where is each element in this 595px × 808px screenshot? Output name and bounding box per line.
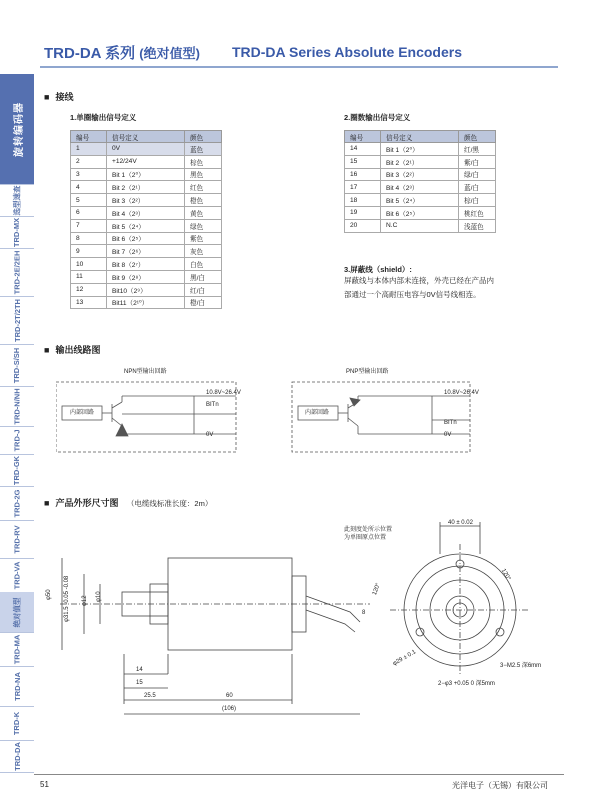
sidebar-item-label: TRD-K xyxy=(12,711,22,735)
table-cell: 20 xyxy=(345,219,381,232)
side-view xyxy=(60,558,370,714)
table-row xyxy=(71,206,222,219)
dim-12: φ12 xyxy=(82,595,88,606)
table-cell: Bit 3（2²） xyxy=(107,194,185,207)
table-cell: 4 xyxy=(71,181,107,194)
table-cell: Bit 1（2⁰） xyxy=(107,168,185,181)
pnp-0v: 0V xyxy=(444,432,452,438)
sidebar-item-label: TRD-VA xyxy=(12,561,22,589)
table-cell: 10 xyxy=(71,258,107,271)
table-cell: Bit 6（2⁵） xyxy=(107,232,185,245)
sidebar-item[interactable] xyxy=(0,558,34,593)
table-row xyxy=(71,155,222,168)
shield-line-2: 部通过一个高耐压电容与0V信号线相连。 xyxy=(344,290,481,299)
sidebar-item[interactable] xyxy=(0,592,34,633)
table-row xyxy=(345,194,496,207)
table-cell: 蓝/白 xyxy=(459,181,496,194)
dim-60: 60 xyxy=(226,693,233,699)
table-cell: Bit 9（2⁸） xyxy=(107,270,185,283)
dim-screw: 3−M2.5 深6mm xyxy=(500,663,542,669)
col-color: 颜色 xyxy=(185,131,222,143)
phase-note-1: 此刻度处所示位置 xyxy=(344,527,393,533)
table-cell: 9 xyxy=(71,245,107,258)
table-cell: Bit 2（2¹） xyxy=(381,155,459,168)
sidebar-item[interactable] xyxy=(0,344,34,387)
table-cell: Bit10（2⁹） xyxy=(107,283,185,296)
table-cell: 灰色 xyxy=(185,245,222,258)
dim-8: 8 xyxy=(362,610,366,616)
table-cell: 8 xyxy=(71,232,107,245)
table-cell: 红色 xyxy=(185,181,222,194)
col-color: 颜色 xyxy=(459,131,496,143)
table-cell: Bit 5（2⁴） xyxy=(107,219,185,232)
page-title xyxy=(44,42,200,63)
table-cell: 棕/白 xyxy=(459,194,496,207)
table-cell: Bit 3（2²） xyxy=(381,168,459,181)
col-signal: 信号定义 xyxy=(381,131,459,143)
table-cell: 15 xyxy=(345,155,381,168)
table-row xyxy=(71,296,222,309)
dim-14: 14 xyxy=(136,667,143,673)
npn-bit: BITn xyxy=(206,402,219,408)
title-series: TRD-DA 系列 xyxy=(44,45,136,62)
sidebar-item-label: TRD-GK xyxy=(12,455,22,485)
table-cell: 白色 xyxy=(185,258,222,271)
table-row xyxy=(345,155,496,168)
table-row xyxy=(71,232,222,245)
col-no: 编号 xyxy=(345,131,381,143)
table-cell: 17 xyxy=(345,181,381,194)
table-row xyxy=(71,245,222,258)
sidebar-item-label: 绝对值型 xyxy=(12,597,22,627)
table-cell: Bit 5（2⁴） xyxy=(381,194,459,207)
table-cell: 紫/白 xyxy=(459,155,496,168)
dim-25-5: 25.5 xyxy=(144,693,156,699)
sidebar xyxy=(0,74,34,771)
table-cell: 棕色 xyxy=(185,155,222,168)
footer-divider xyxy=(34,774,564,775)
company-name: 光洋电子（无锡）有限公司 xyxy=(452,781,548,790)
table-cell: 13 xyxy=(71,296,107,309)
sidebar-item[interactable] xyxy=(0,666,34,707)
section-output-circuit: ■ 输出线路图 xyxy=(44,343,100,356)
table-cell: Bit 4（2³） xyxy=(107,206,185,219)
pnp-voltage: 10.8V~26.4V xyxy=(444,390,479,396)
table-row xyxy=(71,168,222,181)
dim-50: φ50 xyxy=(46,589,52,600)
multi-turn-table xyxy=(344,130,496,233)
sidebar-item-label: 选型速查 xyxy=(12,185,22,215)
sidebar-item-label: TRD-MA xyxy=(12,634,22,664)
page-number: 51 xyxy=(40,780,49,789)
table-cell: 浅蓝色 xyxy=(459,219,496,232)
sidebar-item-label: TRD-MX xyxy=(12,217,22,247)
table-cell: 1 xyxy=(71,143,107,156)
pnp-bit: BITn xyxy=(444,420,457,426)
shield-line-1: 屏蔽线与本体内部未连接，外壳已经在产品内 xyxy=(344,276,494,285)
table-cell: 橙/白 xyxy=(185,296,222,309)
table-cell: 16 xyxy=(345,168,381,181)
table-cell: 6 xyxy=(71,206,107,219)
table-row xyxy=(345,143,496,156)
dim-106: (106) xyxy=(222,706,237,712)
pnp-title: PNP型输出回路 xyxy=(346,369,389,375)
table-cell: 11 xyxy=(71,270,107,283)
table-cell: 18 xyxy=(345,194,381,207)
output-circuit-diagram xyxy=(56,374,556,464)
table-cell: 蓝色 xyxy=(185,143,222,156)
phase-note-2: 为单圈原点位置 xyxy=(344,535,387,541)
dim-15: 15 xyxy=(136,680,143,686)
npn-inner-label: 内部回路 xyxy=(70,410,95,416)
sidebar-item[interactable] xyxy=(0,632,34,667)
pnp-inner-label: 内部回路 xyxy=(305,410,330,416)
table-cell: 桃红色 xyxy=(459,206,496,219)
multi-title: 2.圈数输出信号定义 xyxy=(344,113,411,122)
table-cell: 黑/白 xyxy=(185,270,222,283)
table-cell: Bit 8（2⁷） xyxy=(107,258,185,271)
table-cell: 绿色 xyxy=(185,219,222,232)
table-cell: 绿/白 xyxy=(459,168,496,181)
sidebar-item[interactable] xyxy=(0,706,34,741)
table-row xyxy=(71,181,222,194)
sidebar-item-label: 旋转编码器 xyxy=(13,101,25,157)
npn-title: NPN型输出回路 xyxy=(124,369,167,375)
sidebar-item[interactable] xyxy=(0,520,34,559)
sidebar-item-label: TRD-2E/2EH xyxy=(12,250,22,294)
sidebar-item[interactable] xyxy=(0,216,34,249)
sidebar-item-label: TRD-2G xyxy=(12,489,22,517)
single-turn-table xyxy=(70,130,222,309)
header-divider xyxy=(40,66,558,68)
table-cell: 黄色 xyxy=(185,206,222,219)
sidebar-item-label: TRD-RV xyxy=(12,524,22,554)
table-cell: +12/24V xyxy=(107,155,185,168)
table-row xyxy=(345,168,496,181)
table-cell: 5 xyxy=(71,194,107,207)
npn-voltage: 10.8V~26.4V xyxy=(206,390,241,396)
table-row xyxy=(71,143,222,156)
sidebar-item[interactable] xyxy=(0,426,34,455)
table-cell: 14 xyxy=(345,143,381,156)
col-no: 编号 xyxy=(71,131,107,143)
table-cell: Bit 6（2⁵） xyxy=(381,206,459,219)
section-dimensions: ■ 产品外形尺寸图 xyxy=(44,498,118,508)
table-cell: 12 xyxy=(71,283,107,296)
table-cell: Bit 4（2³） xyxy=(381,181,459,194)
single-title: 1.单圈输出信号定义 xyxy=(70,113,137,122)
page-title-en: TRD-DA Series Absolute Encoders xyxy=(232,44,463,60)
table-cell: 橙色 xyxy=(185,194,222,207)
cable-length-note: （电缆线标准长度：2m） xyxy=(126,499,213,508)
sidebar-item[interactable] xyxy=(0,296,34,345)
table-cell: 红/黑 xyxy=(459,143,496,156)
table-cell: 紫色 xyxy=(185,232,222,245)
table-cell: Bit 7（2⁶） xyxy=(107,245,185,258)
table-cell: 3 xyxy=(71,168,107,181)
dim-pin-hole: 2−φ3 +0.05 0 深5mm xyxy=(438,681,495,687)
section-dimensions-row xyxy=(44,493,212,511)
sidebar-item[interactable] xyxy=(0,486,34,521)
sidebar-item[interactable] xyxy=(0,74,34,185)
table-cell: 黑色 xyxy=(185,168,222,181)
col-signal: 信号定义 xyxy=(107,131,185,143)
title-type: (绝对值型) xyxy=(139,46,200,61)
table-cell: 19 xyxy=(345,206,381,219)
angle-120-b: 120° xyxy=(499,568,512,582)
table-cell: 0V xyxy=(107,143,185,156)
table-cell: Bit 2（2¹） xyxy=(107,181,185,194)
dim-10: φ10 xyxy=(96,591,102,602)
table-row xyxy=(71,194,222,207)
section-wiring: ■ 接线 xyxy=(44,90,73,103)
sidebar-item-label: TRD-2T/2TH xyxy=(12,298,22,342)
table-cell: Bit11（2¹⁰） xyxy=(107,296,185,309)
table-row xyxy=(71,270,222,283)
table-cell: 红/白 xyxy=(185,283,222,296)
sidebar-item[interactable] xyxy=(0,386,34,427)
sidebar-item[interactable] xyxy=(0,740,34,773)
table-row xyxy=(71,283,222,296)
sidebar-item-label: TRD-NA xyxy=(12,671,22,701)
sidebar-item[interactable] xyxy=(0,248,34,297)
dim-pcd: φ29 ± 0.1 xyxy=(392,649,418,668)
sidebar-item-label: TRD-J xyxy=(12,428,22,452)
sidebar-item-label: TRD-S/SH xyxy=(12,347,22,383)
dim-31-5: φ31.5 -0.05 -0.08 xyxy=(64,575,70,622)
dim-40: 40 ± 0.02 xyxy=(448,520,473,526)
table-row xyxy=(71,258,222,271)
shield-title: 3.屏蔽线（shield）: xyxy=(344,265,412,274)
table-cell: Bit 1（2⁰） xyxy=(381,143,459,156)
sidebar-item[interactable] xyxy=(0,184,34,217)
table-cell: 7 xyxy=(71,219,107,232)
table-row xyxy=(345,219,496,232)
sidebar-item-label: TRD-DA xyxy=(12,741,22,771)
sidebar-item-label: TRD-N/NH xyxy=(12,387,22,425)
table-cell: N.C xyxy=(381,219,459,232)
angle-120-a: 120° xyxy=(372,582,382,597)
npn-0v: 0V xyxy=(206,432,214,438)
table-row xyxy=(345,181,496,194)
dimension-drawing xyxy=(40,514,560,724)
table-row xyxy=(345,206,496,219)
table-row xyxy=(71,219,222,232)
sidebar-item[interactable] xyxy=(0,454,34,487)
table-cell: 2 xyxy=(71,155,107,168)
